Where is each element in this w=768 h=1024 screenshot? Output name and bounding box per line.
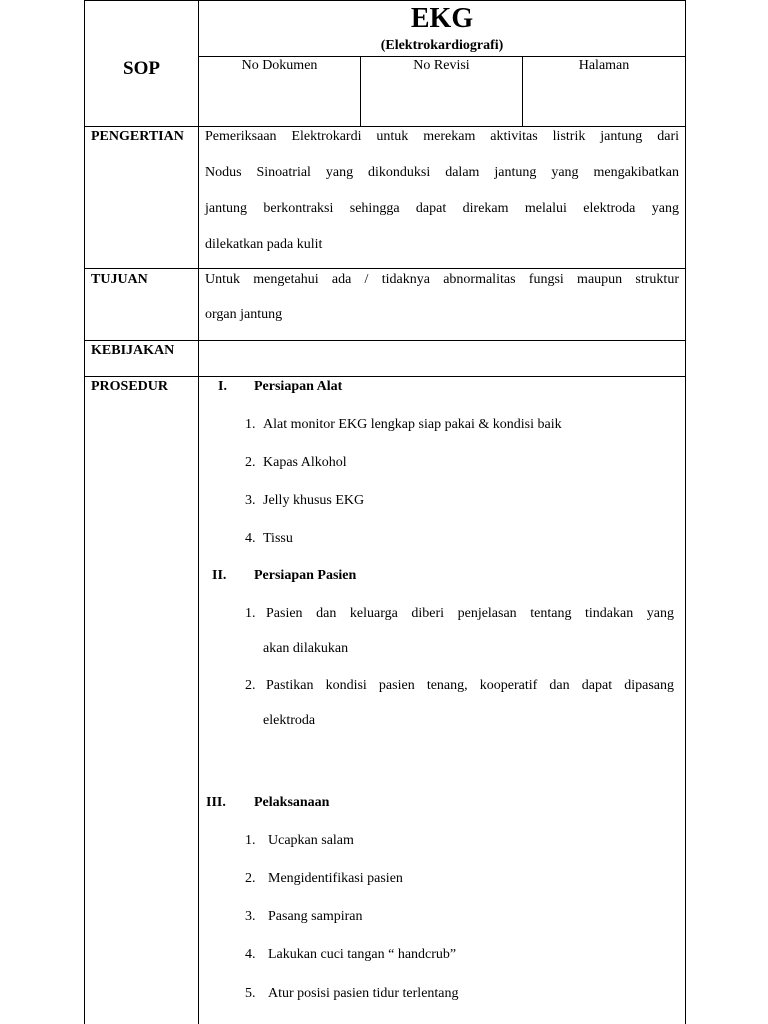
list-item: Kapas Alkohol <box>263 455 347 470</box>
list-number: 2. <box>245 871 256 886</box>
list-item-continued: akan dilakukan <box>263 641 349 656</box>
section-1-number: I. <box>218 379 227 394</box>
list-item: Pastikan kondisi pasien tenang, kooperatif dan dapat dipasang <box>266 678 674 693</box>
section-2-number: II. <box>212 568 227 583</box>
pengertian-line-2: Nodus Sinoatrial yang dikonduksi dalam jantung yang mengakibatkan <box>205 165 679 180</box>
label-column-divider <box>198 0 199 1024</box>
tujuan-label: TUJUAN <box>91 272 148 287</box>
halaman-header: Halaman <box>578 58 630 73</box>
sop-label: SOP <box>123 58 160 79</box>
list-item-continued: elektroda <box>263 713 316 728</box>
list-number: 1. <box>245 606 256 621</box>
list-number: 3. <box>245 909 256 924</box>
tujuan-bottom <box>84 340 686 341</box>
tujuan-line-2: organ jantung <box>205 307 283 322</box>
list-item: Lakukan cuci tangan “ handcrub” <box>268 947 457 962</box>
kebijakan-bottom <box>84 376 686 377</box>
document-subtitle: (Elektrokardiografi) <box>380 38 504 53</box>
kebijakan-label: KEBIJAKAN <box>91 343 175 358</box>
pengertian-line-1: Pemeriksaan Elektrokardi untuk merekam aktivitas listrik jantung dari <box>205 129 679 144</box>
list-number: 2. <box>245 678 256 693</box>
list-number: 5. <box>245 986 256 1001</box>
header-bottom <box>84 126 686 127</box>
list-item: Pasang sampiran <box>268 909 363 924</box>
list-number: 4. <box>245 531 256 546</box>
list-item: Atur posisi pasien tidur terlentang <box>268 986 459 1001</box>
title-divider <box>198 56 686 57</box>
no-revisi-header: No Revisi <box>413 58 470 73</box>
list-number: 3. <box>245 493 256 508</box>
list-item: Mengidentifikasi pasien <box>268 871 403 886</box>
no-dokumen-header: No Dokumen <box>241 58 318 73</box>
section-1-title: Persiapan Alat <box>254 379 343 394</box>
section-3-title: Pelaksanaan <box>254 795 330 810</box>
list-item: Tissu <box>263 531 293 546</box>
pengertian-line-3: jantung berkontraksi sehingga dapat direkam melalui elektroda yang <box>205 201 679 216</box>
pengertian-bottom <box>84 268 686 269</box>
list-number: 4. <box>245 947 256 962</box>
section-2-title: Persiapan Pasien <box>254 568 357 583</box>
pengertian-label: PENGERTIAN <box>91 129 184 144</box>
list-number: 1. <box>245 417 256 432</box>
list-item: Pasien dan keluarga diberi penjelasan tentang tindakan yang <box>266 606 674 621</box>
section-3-number: III. <box>206 795 226 810</box>
list-item: Jelly khusus EKG <box>263 493 365 508</box>
list-number: 2. <box>245 455 256 470</box>
document-title: EKG <box>410 3 474 34</box>
list-item: Alat monitor EKG lengkap siap pakai & kondisi baik <box>263 417 562 432</box>
pengertian-line-4: dilekatkan pada kulit <box>205 237 323 252</box>
tujuan-line-1: Untuk mengetahui ada / tidaknya abnormalitas fungsi maupun struktur <box>205 272 679 287</box>
border-left <box>84 0 85 1024</box>
border-top <box>84 0 686 1</box>
border-right <box>685 0 686 1024</box>
list-number: 1. <box>245 833 256 848</box>
list-item: Ucapkan salam <box>268 833 354 848</box>
prosedur-label: PROSEDUR <box>91 379 169 394</box>
